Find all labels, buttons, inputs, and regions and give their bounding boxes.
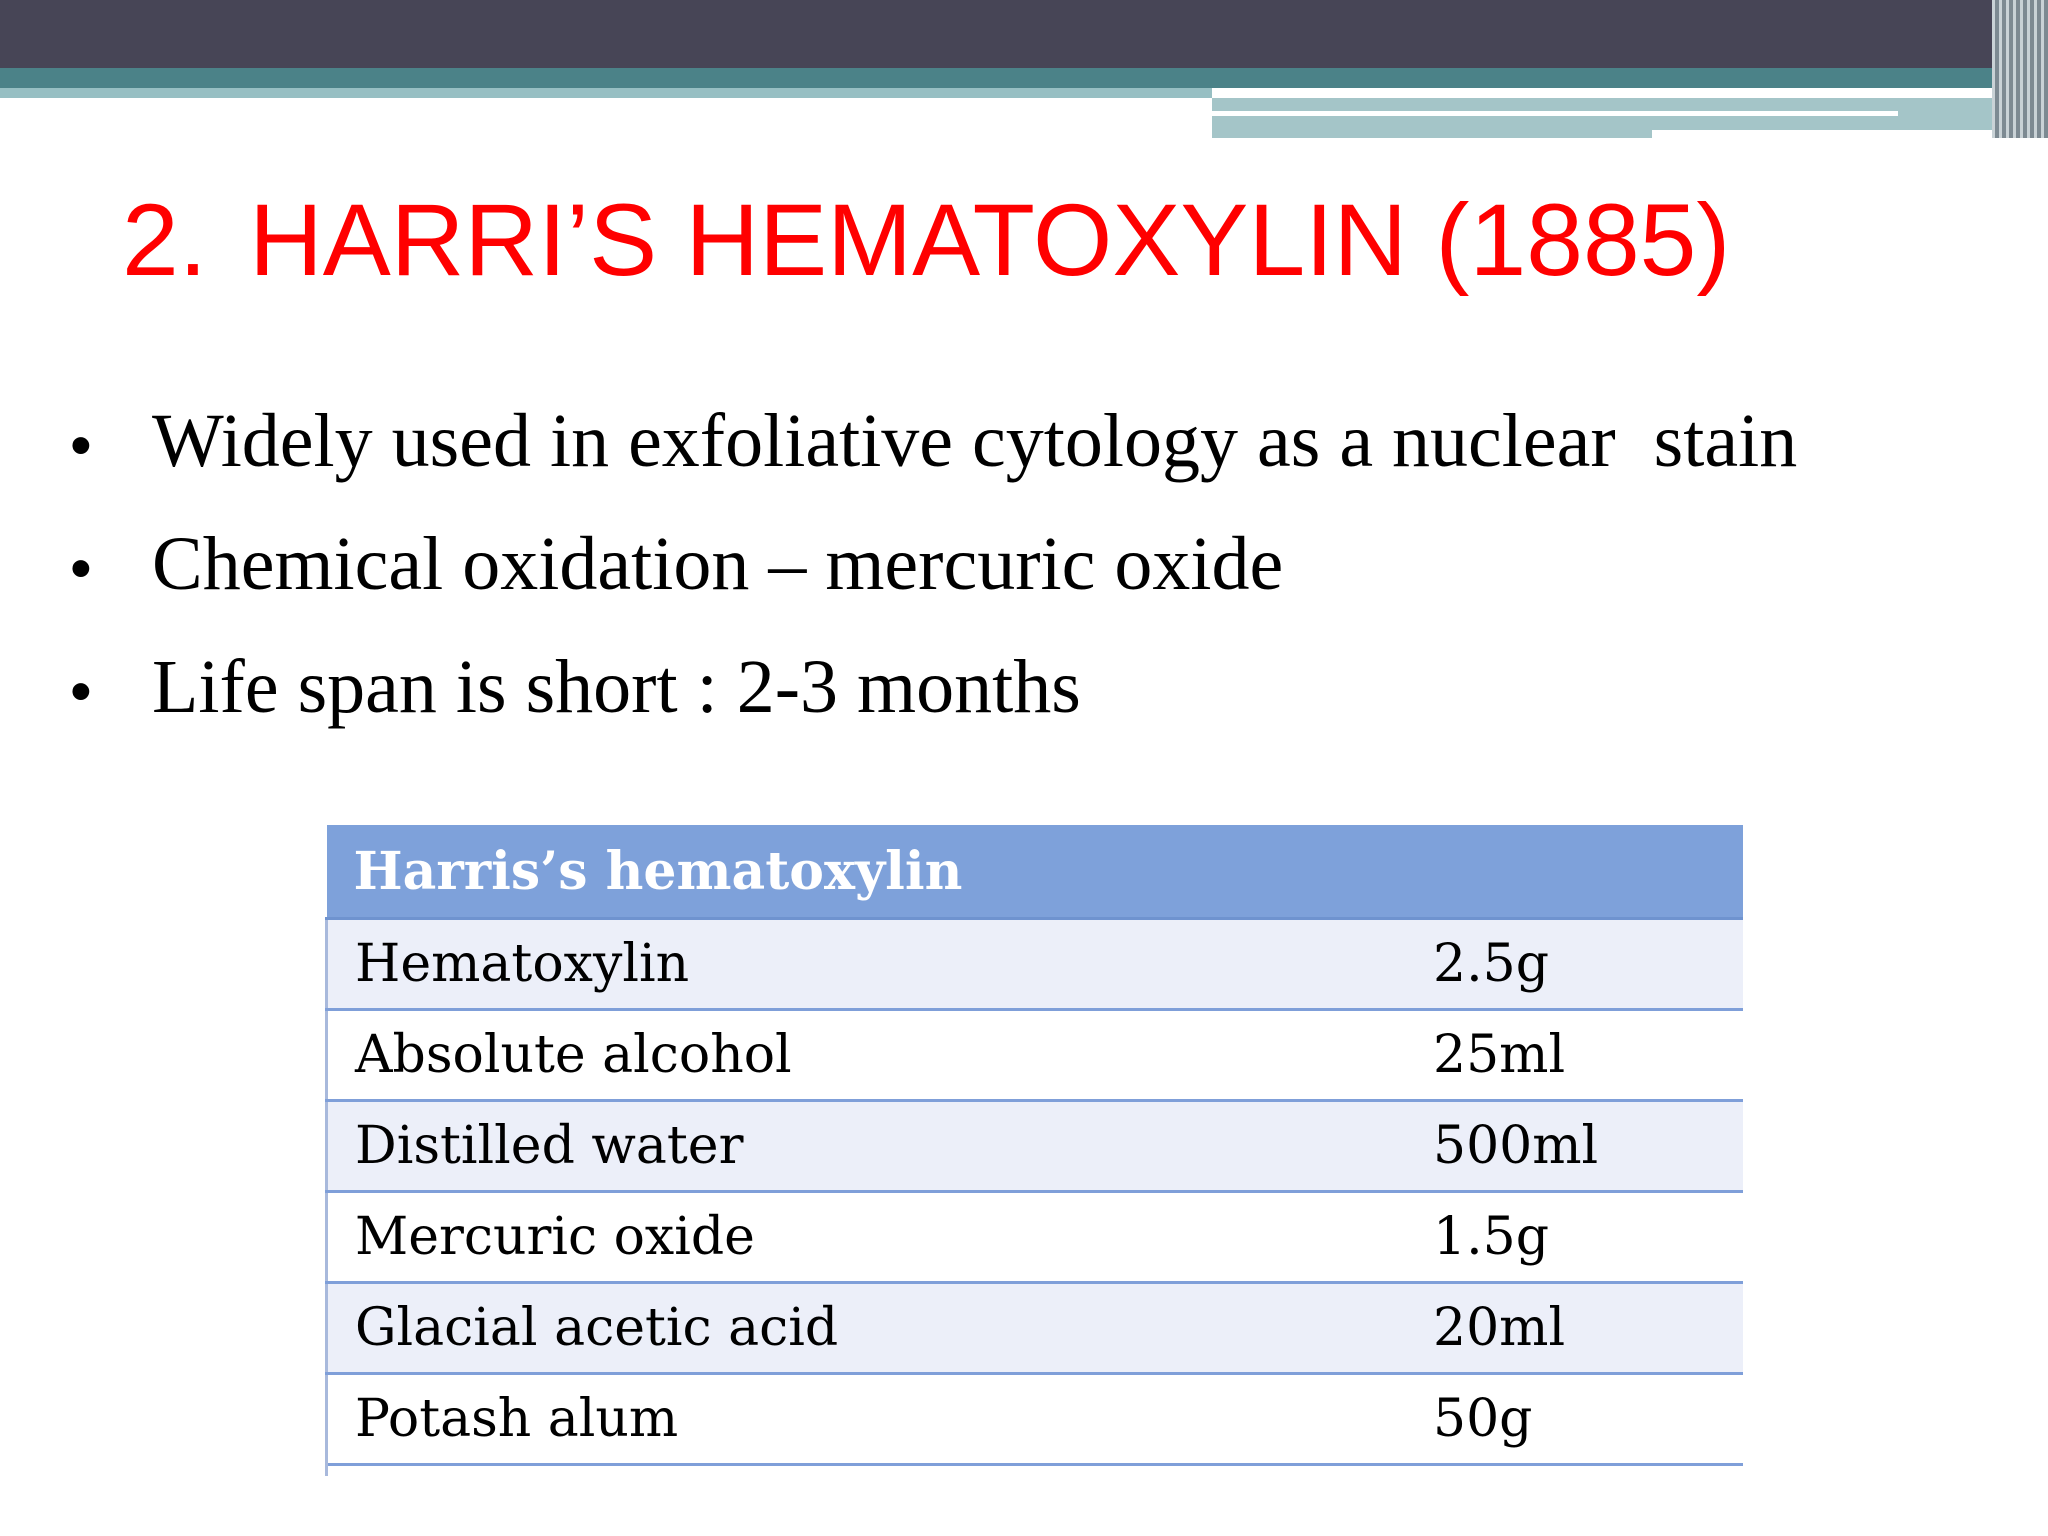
amount-cell: 25ml [1433, 1010, 1743, 1101]
header-right-line-lower [1652, 130, 2048, 138]
table-row [327, 1283, 1744, 1374]
bullet-glyph: • [70, 534, 92, 603]
bullet-item [70, 505, 1797, 628]
bullet-item [70, 628, 1797, 751]
table-header: Harris’s hematoxylin [327, 825, 1744, 919]
header-corner-stripes [1992, 0, 2048, 138]
table-row [327, 1192, 1744, 1283]
slide-title-number: 2. [122, 183, 208, 297]
table-row [327, 1010, 1744, 1101]
bullet-glyph: • [70, 657, 92, 726]
amount-cell: 20ml [1433, 1283, 1743, 1374]
table-bottom-edge [325, 1462, 1743, 1476]
recipe-table [325, 825, 1743, 1466]
amount-cell: 2.5g [1433, 919, 1743, 1010]
header-right-line [1212, 111, 1898, 116]
header-light-band [0, 88, 1212, 98]
ingredient-cell: Absolute alcohol [327, 1010, 1434, 1101]
ingredient-cell: Potash alum [327, 1374, 1434, 1465]
bullet-text: Life span is short : 2-3 months [152, 645, 1081, 729]
amount-cell: 50g [1433, 1374, 1743, 1465]
ingredient-cell: Hematoxylin [327, 919, 1434, 1010]
bullet-text: Widely used in exfoliative cytology as a nuclear stain [152, 399, 1798, 483]
ingredient-cell: Glacial acetic acid [327, 1283, 1434, 1374]
table-row [327, 919, 1744, 1010]
table-row [327, 1374, 1744, 1465]
bullet-glyph: • [70, 411, 92, 480]
bullet-list [70, 382, 1797, 751]
slide-title-text: HARRI’S HEMATOXYLIN (1885) [249, 183, 1731, 297]
amount-cell: 1.5g [1433, 1192, 1743, 1283]
ingredient-cell: Mercuric oxide [327, 1192, 1434, 1283]
table-header-row [327, 825, 1744, 919]
table-row [327, 1101, 1744, 1192]
header-teal-band [0, 68, 2048, 88]
bullet-item [70, 382, 1797, 505]
slide-title [122, 180, 1730, 300]
header-dark-band [0, 0, 2048, 68]
bullet-text: Chemical oxidation – mercuric oxide [152, 522, 1284, 606]
ingredient-cell: Distilled water [327, 1101, 1434, 1192]
amount-cell: 500ml [1433, 1101, 1743, 1192]
